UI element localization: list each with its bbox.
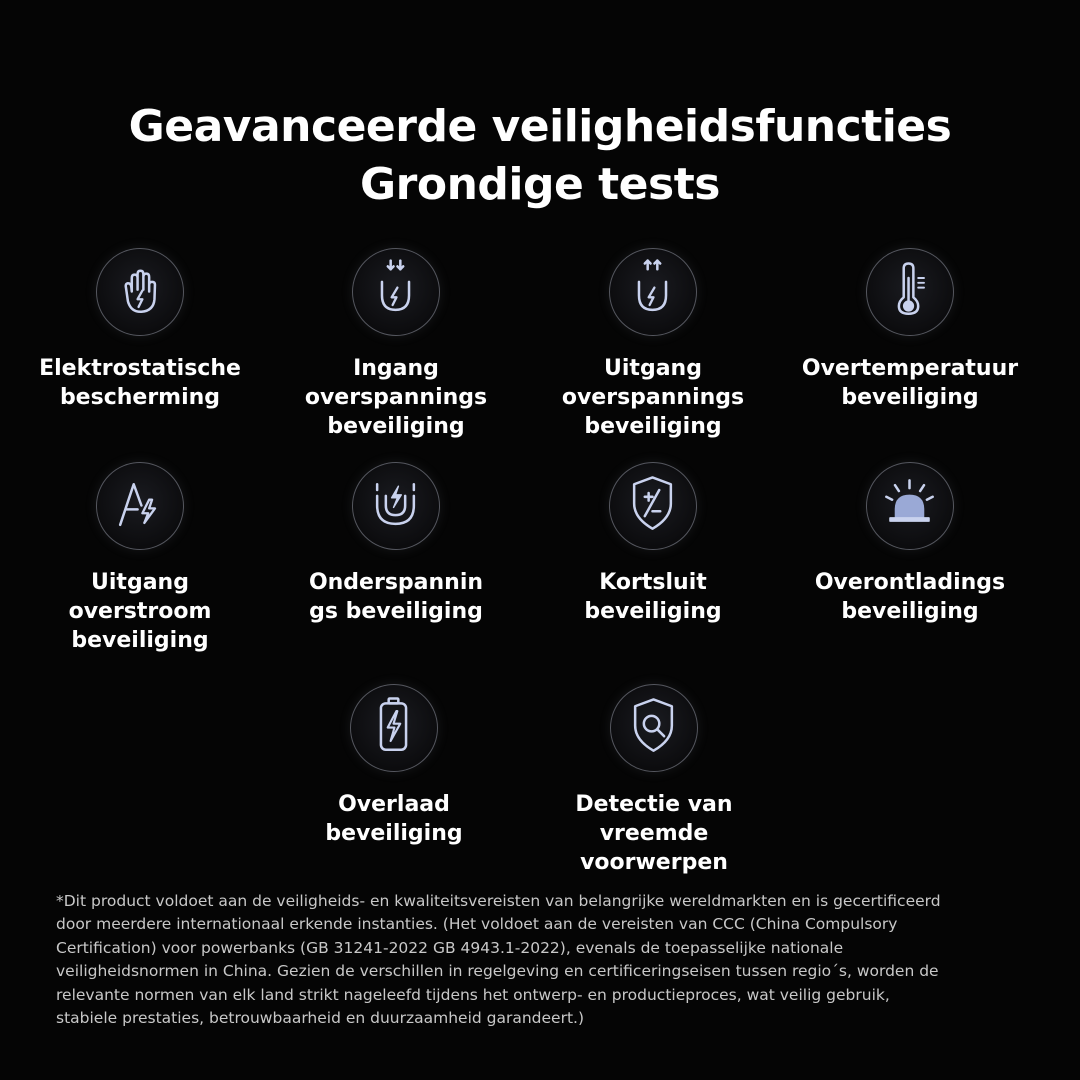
title-line-2: Grondige tests bbox=[360, 159, 720, 210]
label-line: overstroom bbox=[68, 599, 212, 624]
magnet-arrows-up-icon bbox=[609, 248, 697, 336]
label-line: overspannings bbox=[304, 385, 488, 410]
footnote-line: *Dit product voldoet aan de veiligheids- en kwaliteitsvereisten van belangrijke wereldmarkten en is gecertificeerd bbox=[56, 892, 941, 910]
feature-label bbox=[526, 790, 782, 877]
feature-label bbox=[266, 790, 522, 848]
feature-label bbox=[525, 354, 781, 441]
title-line-1: Geavanceerde veiligheidsfuncties bbox=[128, 101, 952, 152]
footnote-line: veiligheidsnormen in China. Gezien de verschillen in regelgeving en certificeringseisen tussen regio´s, worden de bbox=[56, 962, 939, 981]
label-line: beveiliging bbox=[841, 385, 979, 410]
feature-label bbox=[782, 568, 1038, 626]
thermometer-icon bbox=[866, 248, 954, 336]
label-line: Overtemperatuur bbox=[801, 356, 1019, 381]
label-line: voorwerpen bbox=[580, 850, 728, 875]
shield-plus-minus-icon bbox=[609, 462, 697, 550]
label-line: beveiliging bbox=[841, 599, 979, 624]
battery-bolt-icon bbox=[350, 684, 438, 772]
feature-label bbox=[525, 568, 781, 626]
feature-label bbox=[268, 568, 524, 626]
shield-search-icon bbox=[610, 684, 698, 772]
footnote-line: stabiele prestaties, betrouwbaarheid en duurzaamheid garandeert.) bbox=[56, 1009, 585, 1028]
footnote-line: Certification) voor powerbanks (GB 31241-2022 GB 4943.1-2022), evenals de toepasselijke nationale bbox=[56, 938, 844, 957]
label-line: beveiliging bbox=[584, 414, 722, 439]
label-line: Elektrostatische bbox=[39, 356, 241, 381]
label-line: Uitgang bbox=[604, 356, 702, 381]
label-line: Overlaad bbox=[338, 792, 450, 817]
certification-footnote bbox=[56, 890, 1031, 1030]
alarm-light-icon bbox=[866, 462, 954, 550]
label-line: gs beveiliging bbox=[309, 599, 483, 624]
label-line: Uitgang bbox=[91, 570, 189, 595]
magnet-arrows-down-icon bbox=[352, 248, 440, 336]
feature-label bbox=[12, 568, 268, 655]
magnet-bolt-icon bbox=[352, 462, 440, 550]
label-line: beveiliging bbox=[327, 414, 465, 439]
label-line: Onderspannin bbox=[308, 570, 484, 595]
label-line: Overontladings bbox=[814, 570, 1006, 595]
footnote-line: door meerdere internationaal erkende instanties. (Het voldoet aan de vereisten van CCC (China Compulsory bbox=[56, 915, 898, 934]
feature-label bbox=[268, 354, 524, 441]
feature-label bbox=[782, 354, 1038, 412]
label-line: overspannings bbox=[561, 385, 745, 410]
current-bolt-icon bbox=[96, 462, 184, 550]
label-line: Ingang bbox=[353, 356, 439, 381]
label-line: beveiliging bbox=[584, 599, 722, 624]
label-line: Detectie van bbox=[575, 792, 733, 817]
label-line: Kortsluit bbox=[599, 570, 707, 595]
label-line: vreemde bbox=[599, 821, 709, 846]
label-line: beveiliging bbox=[325, 821, 463, 846]
feature-label bbox=[12, 354, 268, 412]
label-line: bescherming bbox=[59, 385, 221, 410]
hand-bolt-icon bbox=[96, 248, 184, 336]
label-line: beveiliging bbox=[71, 628, 209, 653]
footnote-line: relevante normen van elk land strikt nageleefd tijdens het ontwerp- en productieproces, wat veilig gebruik, bbox=[56, 985, 890, 1004]
